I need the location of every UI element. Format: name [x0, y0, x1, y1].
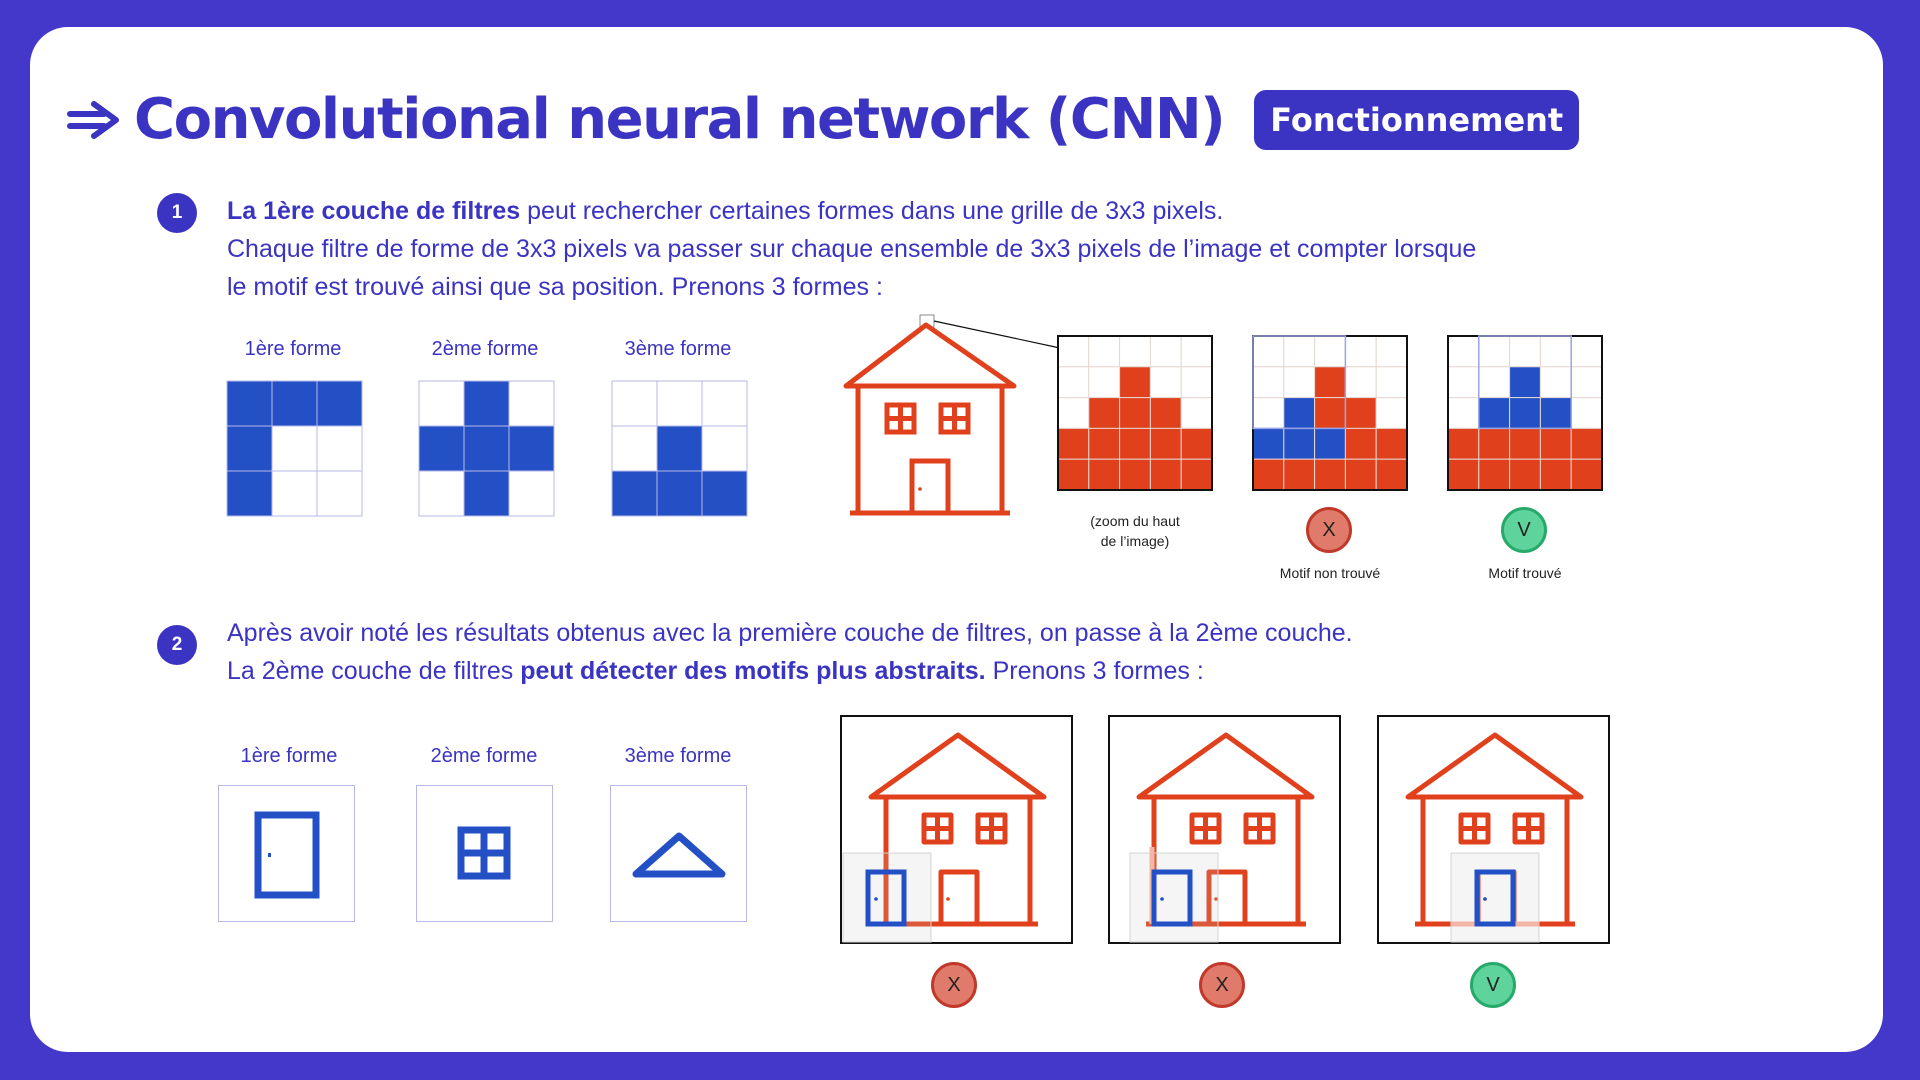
grid-cell [1284, 367, 1315, 398]
grid-cell [1058, 459, 1089, 490]
house-door [941, 872, 977, 924]
grid-cell [1479, 336, 1510, 367]
shape-2-3-label: 3ème forme [624, 745, 732, 767]
grid-cell [1510, 459, 1541, 490]
grid-cell [1058, 428, 1089, 459]
grid-cell [1540, 367, 1571, 398]
grid-cell [1540, 428, 1571, 459]
grid-cell [1571, 336, 1602, 367]
result-1-no-icon: X [931, 962, 977, 1008]
grid-cell [1089, 367, 1120, 398]
grid-cell [272, 471, 317, 516]
found-caption: Motif trouvé [1488, 565, 1562, 581]
step-2-line-2 [227, 652, 1204, 690]
section-badge: Fonctionnement [1254, 90, 1579, 150]
grid-cell [1120, 428, 1151, 459]
grid-cell [1150, 336, 1181, 367]
grid-cell [1284, 398, 1315, 429]
door-knob [946, 897, 950, 901]
grid-cell [1448, 367, 1479, 398]
grid-cell [227, 381, 272, 426]
filter-grid-3 [612, 381, 747, 516]
grid-cell [1345, 336, 1376, 367]
grid-cell [1284, 428, 1315, 459]
filter-match-grid [1448, 336, 1602, 490]
grid-cell [1376, 428, 1407, 459]
grid-cell [1376, 459, 1407, 490]
not-found-icon: X [1306, 507, 1352, 553]
grid-cell [419, 381, 464, 426]
grid-cell [227, 471, 272, 516]
roof-line [1408, 735, 1581, 797]
filter-2-label: 2ème forme [431, 338, 539, 360]
filter-no-match-grid [1253, 336, 1407, 490]
grid-cell [1253, 398, 1284, 429]
grid-cell [1510, 367, 1541, 398]
grid-cell [702, 426, 747, 471]
not-found-caption: Motif non trouvé [1279, 565, 1381, 581]
grid-cell [702, 471, 747, 516]
grid-cell [657, 471, 702, 516]
grid-cell [509, 381, 554, 426]
grid-cell [1571, 367, 1602, 398]
grid-cell [1150, 428, 1181, 459]
roof-icon [611, 786, 748, 923]
grid-cell [1376, 336, 1407, 367]
grid-cell [1253, 336, 1284, 367]
grid-cell [317, 381, 362, 426]
filter-1-label: 1ère forme [244, 338, 342, 360]
grid-cell [1120, 367, 1151, 398]
grid-cell [1345, 367, 1376, 398]
result-2-no-icon: X [1199, 962, 1245, 1008]
grid-cell [1181, 367, 1212, 398]
grid-cell [1181, 336, 1212, 367]
roof-shape-box [610, 785, 747, 922]
grid-cell [612, 381, 657, 426]
grid-cell [1058, 367, 1089, 398]
grid-cell [464, 471, 509, 516]
grid-cell [1376, 398, 1407, 429]
house-icon [1379, 717, 1608, 942]
grid-cell [1253, 428, 1284, 459]
grid-cell [1510, 398, 1541, 429]
shape-2-1-label: 1ère forme [240, 745, 338, 767]
grid-cell [1284, 459, 1315, 490]
step-2-line-2-start: La 2ème couche de filtres [227, 657, 521, 685]
grid-cell [464, 426, 509, 471]
grid-cell [1181, 398, 1212, 429]
grid-cell [1448, 459, 1479, 490]
grid-cell [1571, 459, 1602, 490]
title-row [66, 87, 1579, 152]
zoom-caption-line-1: (zoom du haut [1090, 513, 1180, 529]
grid-cell [1448, 398, 1479, 429]
door-shape-box [218, 785, 355, 922]
grid-cell [1345, 459, 1376, 490]
filter-grid-2 [419, 381, 554, 516]
grid-cell [612, 426, 657, 471]
door-icon [219, 786, 356, 923]
house-frame-3 [1377, 715, 1610, 944]
grid-cell [1120, 459, 1151, 490]
grid-cell [1089, 428, 1120, 459]
grid-cell [1253, 367, 1284, 398]
house-icon [842, 717, 1071, 942]
grid-cell [1376, 367, 1407, 398]
grid-cell [1120, 336, 1151, 367]
grid-cell [1089, 459, 1120, 490]
grid-cell [1058, 398, 1089, 429]
roof-line [1139, 735, 1312, 797]
step-1-line-1 [227, 192, 1223, 230]
grid-cell [1150, 367, 1181, 398]
grid-cell [419, 471, 464, 516]
grid-cell [1315, 367, 1346, 398]
shape-2-2-label: 2ème forme [430, 745, 538, 767]
step-2-number: 2 [157, 625, 197, 665]
grid-cell [1479, 428, 1510, 459]
grid-cell [1510, 336, 1541, 367]
house-icon [840, 313, 1070, 523]
grid-cell [1253, 459, 1284, 490]
grid-cell [1571, 428, 1602, 459]
grid-cell [272, 426, 317, 471]
grid-cell [1510, 428, 1541, 459]
grid-cell [1448, 336, 1479, 367]
house-frame-2 [1108, 715, 1341, 944]
grid-cell [1181, 459, 1212, 490]
grid-cell [1181, 428, 1212, 459]
grid-cell [1315, 459, 1346, 490]
grid-cell [1058, 336, 1089, 367]
filter-3-label: 3ème forme [624, 338, 732, 360]
step-2-line-1: Après avoir noté les résultats obtenus avec la première couche de filtres, on passe à la 2ème couche. [227, 619, 1353, 647]
grid-cell [1315, 398, 1346, 429]
step-1-number: 1 [157, 193, 197, 233]
grid-cell [1448, 428, 1479, 459]
step-1-bold: La 1ère couche de filtres [227, 197, 521, 225]
grid-cell [657, 426, 702, 471]
grid-cell [509, 471, 554, 516]
grid-cell [419, 426, 464, 471]
zoom-grid [1058, 336, 1212, 490]
grid-cell [657, 381, 702, 426]
grid-cell [1479, 367, 1510, 398]
grid-cell [1540, 398, 1571, 429]
grid-cell [1479, 398, 1510, 429]
grid-cell [1089, 336, 1120, 367]
result-3-yes-icon: V [1470, 962, 1516, 1008]
roof-line [871, 735, 1044, 797]
grid-cell [702, 381, 747, 426]
right-arrow-icon [66, 100, 122, 140]
grid-cell [1150, 398, 1181, 429]
grid-cell [509, 426, 554, 471]
window-shape-box [416, 785, 553, 922]
grid-cell [1120, 398, 1151, 429]
step-2-line-2-end: Prenons 3 formes : [985, 657, 1204, 685]
grid-cell [1315, 336, 1346, 367]
grid-cell [1345, 398, 1376, 429]
grid-cell [1315, 428, 1346, 459]
grid-cell [1284, 336, 1315, 367]
window-icon [417, 786, 554, 923]
grid-cell [1540, 459, 1571, 490]
page-title: Convolutional neural network (CNN) [134, 87, 1225, 152]
grid-cell [227, 426, 272, 471]
filter-grid-1 [227, 381, 362, 516]
grid-cell [272, 381, 317, 426]
grid-cell [317, 426, 362, 471]
grid-cell [612, 471, 657, 516]
step-2-bold: peut détecter des motifs plus abstraits. [520, 657, 986, 685]
step-1-line-1-rest: peut rechercher certaines formes dans une grille de 3x3 pixels. [520, 197, 1224, 225]
found-icon: V [1501, 507, 1547, 553]
step-1-line-3: le motif est trouvé ainsi que sa position. Prenons 3 formes : [227, 273, 883, 301]
grid-cell [1089, 398, 1120, 429]
zoom-caption-line-2: de l’image) [1100, 533, 1170, 549]
grid-cell [1150, 459, 1181, 490]
house-icon [1110, 717, 1339, 942]
grid-cell [1479, 459, 1510, 490]
grid-cell [1540, 336, 1571, 367]
grid-cell [1571, 398, 1602, 429]
grid-cell [464, 381, 509, 426]
step-1-line-2: Chaque filtre de forme de 3x3 pixels va passer sur chaque ensemble de 3x3 pixels de l’image et compter lorsque [227, 235, 1477, 263]
grid-cell [1345, 428, 1376, 459]
grid-cell [317, 471, 362, 516]
house-frame-1 [840, 715, 1073, 944]
